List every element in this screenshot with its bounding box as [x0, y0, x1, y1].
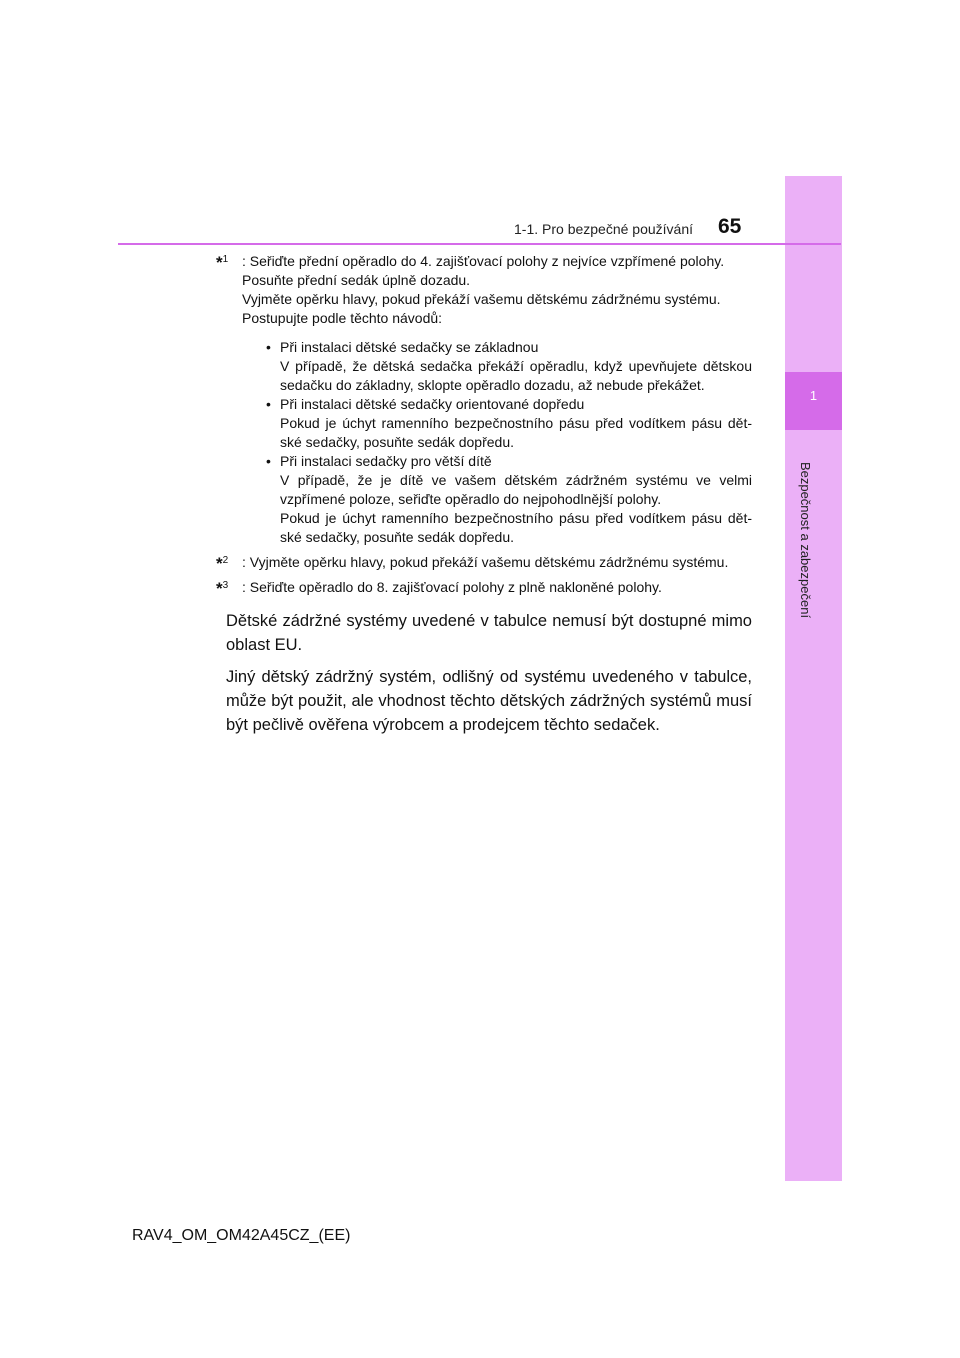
footnote-text: Postupujte podle těchto návodů:: [242, 310, 443, 326]
list-item-text: Pokud je úchyt ramenního bezpečnostního pásu před vodítkem pásu dět-ské sedačky, posuňte sedák dopředu.: [280, 510, 752, 545]
footnote-marker: *$^3$: [216, 579, 229, 598]
page-content: [216, 252, 752, 737]
footnote-text: Posuňte přední sedák úplně dozadu.: [242, 272, 471, 288]
footnote-1: [216, 252, 752, 547]
footnote-3: [216, 578, 752, 597]
chapter-title: Bezpečnost a zabezpečení: [798, 461, 813, 619]
list-item-text: V případě, že je dítě ve vašem dětském zádržném systému ve velmi vzpřímené poloze, seřiďte opěradlo do nejpohodlnější polohy.: [280, 472, 752, 507]
list-item: [266, 338, 752, 395]
chapter-side-tab: [785, 176, 842, 1181]
page-number: 65: [718, 215, 742, 238]
section-title: 1-1. Pro bezpečné používání: [514, 221, 694, 237]
footnote-text: : Vyjměte opěrku hlavy, pokud překáží vašemu dětskému zádržnému systému.: [242, 554, 729, 570]
list-item-title: • Při instalaci sedačky pro větší dítě: [280, 453, 492, 469]
chapter-number: 1: [809, 388, 818, 403]
list-item: [266, 395, 752, 452]
document-code: RAV4_OM_OM42A45CZ_(EE): [132, 1227, 351, 1244]
body-paragraph: Jiný dětský zádržný systém, odlišný od systému uvedeného v tabulce, může být použit, ale vhodnost těchto dětských zádržných systémů musí být pečlivě ověřena výrobcem a prodejcem těchto sedaček.: [226, 668, 752, 734]
footnote-text: : Seřiďte přední opěradlo do 4. zajišťovací polohy z nejvíce vzpřímené polohy.: [242, 253, 725, 269]
list-item-title: • Při instalaci dětské sedačky orientované dopředu: [280, 396, 585, 412]
footnote-2: [216, 553, 752, 572]
list-item-title: • Při instalaci dětské sedačky se základnou: [280, 339, 539, 355]
footnote-marker: *$^2$: [216, 554, 229, 573]
list-item-text: Pokud je úchyt ramenního bezpečnostního pásu před vodítkem pásu dět-ské sedačky, posuňte sedák dopředu.: [280, 415, 752, 450]
list-item: [266, 452, 752, 547]
footnote-marker: *$^1$: [216, 253, 229, 272]
body-paragraph: Dětské zádržné systémy uvedené v tabulce nemusí být dostupné mimo oblast EU.: [226, 612, 752, 654]
list-item-text: V případě, že dětská sedačka překáží opěradlu, když upevňujete dětskou sedačku do základny, sklopte opěradlo dozadu, až nebude překážet.: [280, 358, 752, 393]
header-divider: [118, 243, 841, 245]
footnote-text: Vyjměte opěrku hlavy, pokud překáží vašemu dětskému zádržnému systému.: [242, 291, 721, 307]
instruction-list: [242, 338, 752, 547]
footnote-text: : Seřiďte opěradlo do 8. zajišťovací polohy z plně nakloněné polohy.: [242, 579, 662, 595]
